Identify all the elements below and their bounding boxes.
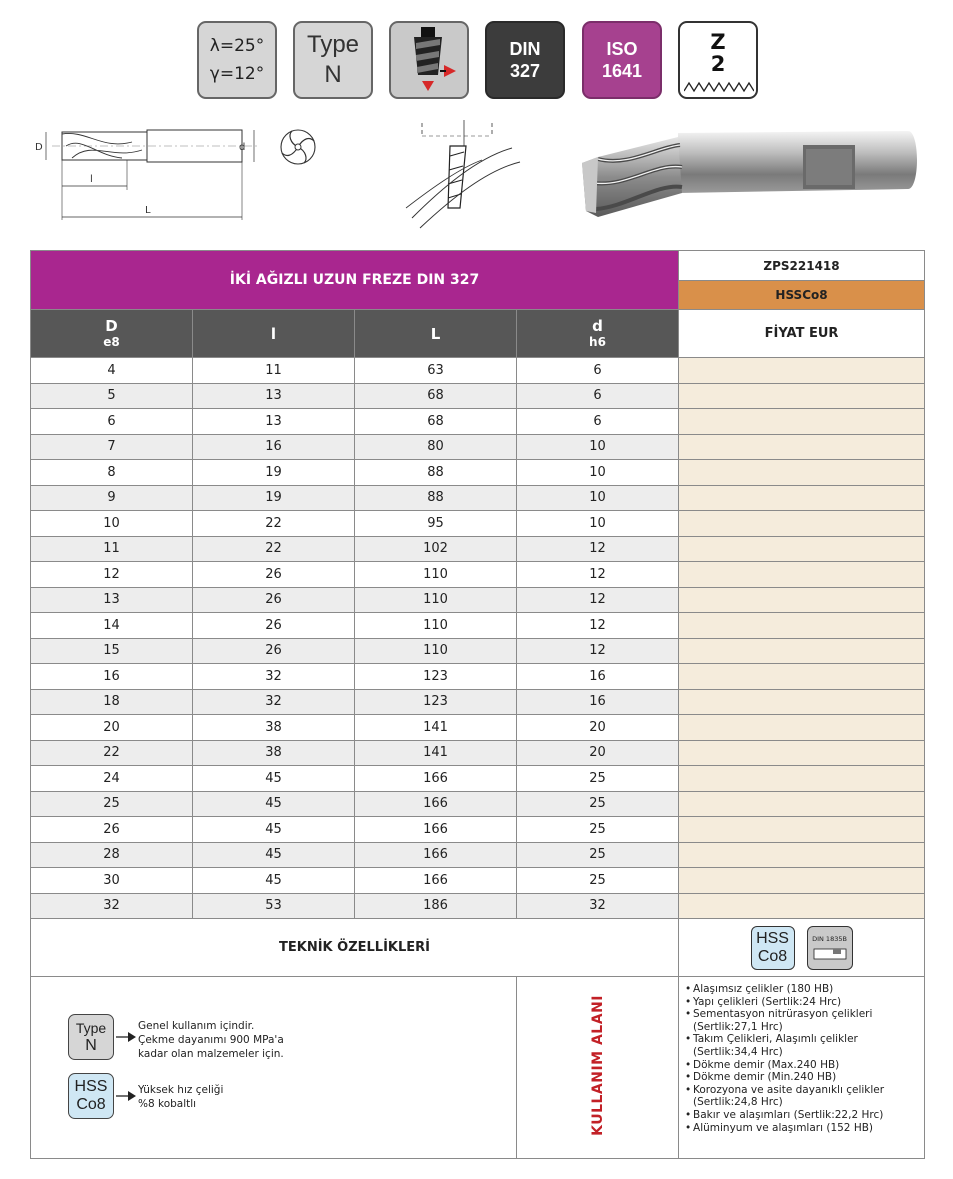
dim-label-d: d	[239, 142, 246, 153]
table-row	[31, 664, 925, 690]
column-header-L	[355, 310, 517, 358]
column-header-l	[193, 310, 355, 358]
usage-item: • Yapı çelikleri (Sertlik:24 Hrc)	[685, 996, 920, 1009]
cell-l: 16	[193, 434, 355, 460]
din-badge	[485, 21, 565, 99]
table-row	[31, 893, 925, 919]
cell-L: 68	[355, 383, 517, 409]
cell-D: 14	[31, 613, 193, 639]
cell-d: 12	[517, 562, 679, 588]
cell-D: 9	[31, 485, 193, 511]
tech-title: TEKNİK ÖZELLİKLERİ	[31, 919, 679, 977]
cell-L: 141	[355, 740, 517, 766]
cell-l: 19	[193, 460, 355, 486]
cell-price	[679, 893, 925, 919]
legend-type-badge	[68, 1014, 114, 1060]
type-letter: N	[324, 61, 342, 88]
product-code: ZPS221418	[679, 251, 925, 281]
cell-L: 141	[355, 715, 517, 741]
cell-d: 16	[517, 689, 679, 715]
cell-L: 123	[355, 689, 517, 715]
legend-hss-badge	[68, 1073, 114, 1119]
legend-type-desc-1: Genel kullanım içindir.	[138, 1020, 255, 1032]
type-word: Type	[306, 31, 360, 58]
cell-d: 12	[517, 638, 679, 664]
table-row	[31, 383, 925, 409]
column-header-d-tolerance: h6	[589, 334, 606, 349]
shank-shape-icon	[813, 947, 849, 961]
end-mill-drawing	[32, 120, 272, 230]
column-header-D	[31, 310, 193, 358]
cross-section-icon	[274, 125, 324, 170]
cell-l: 38	[193, 715, 355, 741]
cell-L: 166	[355, 791, 517, 817]
table-row	[31, 791, 925, 817]
tech-icons-cell	[679, 919, 925, 977]
cell-d: 6	[517, 383, 679, 409]
cell-d: 10	[517, 434, 679, 460]
table-row	[31, 485, 925, 511]
cell-l: 22	[193, 511, 355, 537]
cell-l: 22	[193, 536, 355, 562]
end-mill-photo	[578, 127, 920, 221]
cell-price	[679, 562, 925, 588]
cell-d: 10	[517, 511, 679, 537]
milling-motion-icon	[402, 118, 522, 230]
cell-l: 11	[193, 358, 355, 384]
cell-L: 88	[355, 460, 517, 486]
din-word: DIN	[509, 39, 541, 59]
cell-price	[679, 638, 925, 664]
cell-d: 20	[517, 715, 679, 741]
cell-l: 26	[193, 587, 355, 613]
column-header-D-main: D	[105, 316, 118, 335]
cell-L: 88	[355, 485, 517, 511]
legend-hss-bottom: Co8	[76, 1096, 106, 1113]
cell-price	[679, 664, 925, 690]
iso-word: ISO	[606, 39, 638, 59]
cell-l: 45	[193, 842, 355, 868]
cell-d: 25	[517, 817, 679, 843]
column-header-l-main: l	[270, 324, 277, 343]
cell-d: 12	[517, 587, 679, 613]
cell-D: 8	[31, 460, 193, 486]
column-header-D-tolerance: e8	[103, 334, 120, 349]
cell-price	[679, 740, 925, 766]
cell-price	[679, 383, 925, 409]
cell-l: 38	[193, 740, 355, 766]
hss-co8-icon	[751, 926, 795, 970]
usage-item: • Alaşımsız çelikler (180 HB)	[685, 983, 920, 996]
cell-D: 7	[31, 434, 193, 460]
price-header: FİYAT EUR	[679, 310, 925, 358]
legend-hss-desc-2: %8 kobaltlı	[138, 1098, 197, 1110]
usage-title-cell	[517, 977, 679, 1159]
usage-list-cell	[679, 977, 925, 1159]
cell-d: 25	[517, 842, 679, 868]
cell-l: 53	[193, 893, 355, 919]
cell-price	[679, 842, 925, 868]
cell-d: 12	[517, 613, 679, 639]
cell-l: 45	[193, 868, 355, 894]
cell-D: 22	[31, 740, 193, 766]
cell-L: 110	[355, 638, 517, 664]
cell-d: 16	[517, 664, 679, 690]
cell-price	[679, 485, 925, 511]
arrow-right-icon	[116, 1031, 136, 1043]
cell-price	[679, 613, 925, 639]
column-header-d-main: d	[592, 316, 603, 335]
cell-L: 110	[355, 587, 517, 613]
legend-hss-desc-1: Yüksek hız çeliği	[138, 1084, 224, 1096]
column-header-d	[517, 310, 679, 358]
cell-L: 110	[355, 562, 517, 588]
arrow-right-icon	[116, 1090, 136, 1102]
cell-D: 10	[31, 511, 193, 537]
cell-L: 166	[355, 766, 517, 792]
cell-l: 26	[193, 613, 355, 639]
legend-cell	[31, 977, 517, 1159]
legend-hss-top: HSS	[74, 1078, 108, 1095]
table-body	[31, 358, 925, 919]
legend-type-description	[138, 1019, 284, 1061]
legend-type-desc-3: kadar olan malzemeler için.	[138, 1048, 284, 1060]
din-number: 327	[509, 61, 541, 81]
cell-D: 32	[31, 893, 193, 919]
cell-D: 20	[31, 715, 193, 741]
hss-co8-icon-bottom: Co8	[757, 947, 788, 965]
cell-D: 5	[31, 383, 193, 409]
table-row	[31, 613, 925, 639]
cell-d: 25	[517, 791, 679, 817]
legend-hss-description	[138, 1083, 223, 1111]
usage-item: • Sementasyon nitrürasyon çelikleri (Sertlik:27,1 Hrc)	[685, 1008, 920, 1033]
cell-d: 25	[517, 868, 679, 894]
din-1835b-shank-icon	[807, 926, 853, 970]
cell-D: 18	[31, 689, 193, 715]
gamma-angle: γ=12°	[209, 64, 265, 84]
cell-l: 32	[193, 689, 355, 715]
din-1835b-label: DIN 1835B	[812, 934, 847, 943]
cell-d: 12	[517, 536, 679, 562]
cell-D: 26	[31, 817, 193, 843]
legend-type-desc-2: Çekme dayanımı 900 MPa'a	[138, 1034, 284, 1046]
cell-d: 6	[517, 358, 679, 384]
cell-D: 24	[31, 766, 193, 792]
cell-D: 25	[31, 791, 193, 817]
helix-angle-badge	[197, 21, 277, 99]
usage-item: • Korozyona ve asite dayanıklı çelikler (Sertlik:24,8 Hrc)	[685, 1084, 920, 1109]
table-row	[31, 562, 925, 588]
cell-D: 11	[31, 536, 193, 562]
dim-label-L: L	[145, 205, 151, 216]
cell-price	[679, 689, 925, 715]
type-badge	[293, 21, 373, 99]
usage-list	[679, 983, 924, 1134]
cell-price	[679, 715, 925, 741]
lambda-angle: λ=25°	[209, 36, 265, 56]
cell-L: 95	[355, 511, 517, 537]
iso-number: 1641	[601, 61, 643, 81]
table-row	[31, 638, 925, 664]
cell-l: 26	[193, 638, 355, 664]
cell-l: 19	[193, 485, 355, 511]
cell-L: 166	[355, 842, 517, 868]
cutting-direction-icon	[394, 25, 464, 95]
cell-D: 16	[31, 664, 193, 690]
cell-price	[679, 817, 925, 843]
cell-d: 10	[517, 460, 679, 486]
cell-D: 4	[31, 358, 193, 384]
cell-l: 45	[193, 817, 355, 843]
cell-D: 30	[31, 868, 193, 894]
cell-price	[679, 766, 925, 792]
flute-count-badge	[678, 21, 758, 99]
cell-D: 13	[31, 587, 193, 613]
table-row	[31, 689, 925, 715]
cutting-direction-badge	[389, 21, 469, 99]
cell-l: 26	[193, 562, 355, 588]
cell-L: 123	[355, 664, 517, 690]
table-row	[31, 409, 925, 435]
cell-price	[679, 409, 925, 435]
cell-l: 45	[193, 791, 355, 817]
table-row	[31, 740, 925, 766]
z-letter: Z	[710, 30, 726, 54]
usage-item: • Bakır ve alaşımları (Sertlik:22,2 Hrc)	[685, 1109, 920, 1122]
table-row	[31, 511, 925, 537]
iso-badge	[582, 21, 662, 99]
cell-D: 15	[31, 638, 193, 664]
table-row	[31, 587, 925, 613]
legend-type-word: Type	[75, 1020, 107, 1036]
cell-price	[679, 511, 925, 537]
cell-L: 186	[355, 893, 517, 919]
cell-d: 25	[517, 766, 679, 792]
table-row	[31, 434, 925, 460]
cell-d: 32	[517, 893, 679, 919]
dim-label-D: D	[35, 142, 43, 153]
cell-D: 12	[31, 562, 193, 588]
table-title: İKİ AĞIZLI UZUN FREZE DIN 327	[31, 251, 679, 310]
cell-d: 10	[517, 485, 679, 511]
cell-l: 32	[193, 664, 355, 690]
z-number: 2	[710, 52, 726, 76]
cell-price	[679, 791, 925, 817]
cell-L: 68	[355, 409, 517, 435]
cell-L: 102	[355, 536, 517, 562]
serrated-edge-icon	[684, 81, 754, 93]
legend-type-letter: N	[85, 1037, 97, 1054]
cell-d: 6	[517, 409, 679, 435]
table-row	[31, 842, 925, 868]
cell-price	[679, 434, 925, 460]
cell-L: 80	[355, 434, 517, 460]
table-row	[31, 460, 925, 486]
cell-D: 6	[31, 409, 193, 435]
column-header-L-main: L	[430, 324, 441, 343]
cell-l: 45	[193, 766, 355, 792]
usage-item: • Dökme demir (Max.240 HB)	[685, 1059, 920, 1072]
cell-price	[679, 868, 925, 894]
cell-L: 110	[355, 613, 517, 639]
hss-co8-icon-top: HSS	[756, 929, 789, 947]
cell-L: 166	[355, 817, 517, 843]
cell-price	[679, 587, 925, 613]
cell-price	[679, 358, 925, 384]
usage-item: • Takım Çelikleri, Alaşımlı çelikler (Sertlik:34,4 Hrc)	[685, 1033, 920, 1058]
usage-title: KULLANIM ALANI	[589, 995, 606, 1136]
dim-label-l: l	[90, 174, 93, 185]
table-row	[31, 868, 925, 894]
cell-D: 28	[31, 842, 193, 868]
table-row	[31, 536, 925, 562]
usage-item: • Dökme demir (Min.240 HB)	[685, 1071, 920, 1084]
table-row	[31, 358, 925, 384]
table-row	[31, 715, 925, 741]
cell-l: 13	[193, 383, 355, 409]
table-row	[31, 766, 925, 792]
cell-L: 166	[355, 868, 517, 894]
cell-d: 20	[517, 740, 679, 766]
cell-L: 63	[355, 358, 517, 384]
material-label: HSSCo8	[679, 281, 925, 310]
cell-l: 13	[193, 409, 355, 435]
table-row	[31, 817, 925, 843]
cell-price	[679, 460, 925, 486]
usage-item: • Alüminyum ve alaşımları (152 HB)	[685, 1122, 920, 1135]
cell-price	[679, 536, 925, 562]
